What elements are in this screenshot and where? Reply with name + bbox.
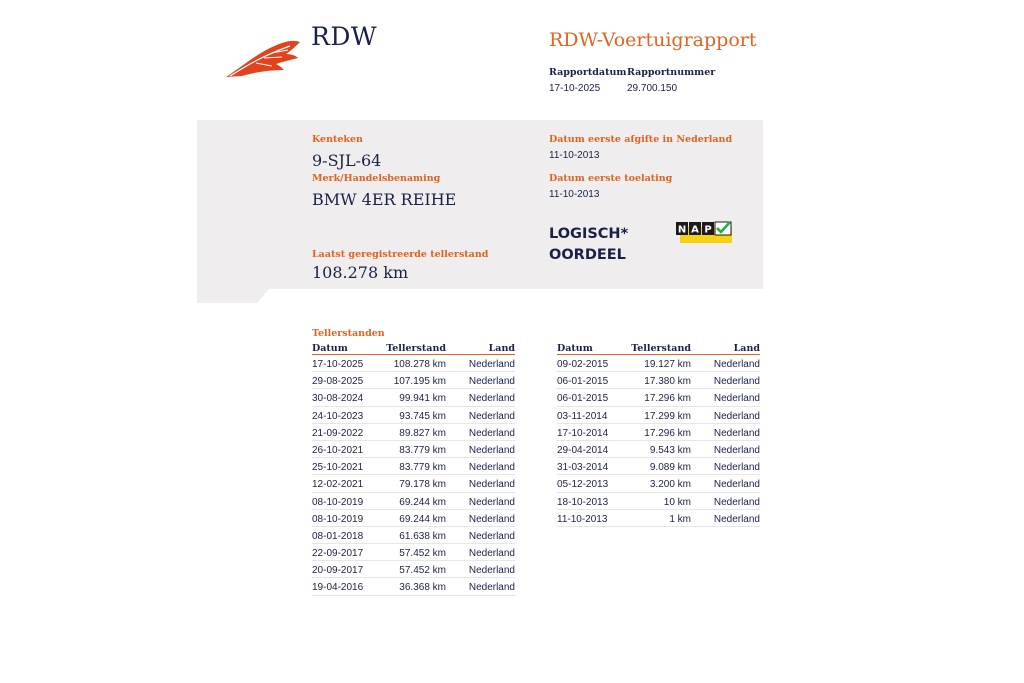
reading-odometer: 17.299 km (644, 410, 691, 422)
table-row (312, 424, 515, 441)
table-header (312, 343, 515, 355)
table-row (557, 458, 760, 475)
verdict-line-2: OORDEEL (549, 247, 626, 263)
reading-country: Nederland (468, 565, 515, 577)
reading-date: 06-01-2015 (557, 376, 609, 388)
col-odometer-header: Tellerstand (631, 343, 691, 354)
reading-odometer: 83.779 km (399, 444, 446, 456)
reading-date: 05-12-2013 (557, 479, 609, 491)
table-row (312, 578, 515, 595)
reading-date: 12-02-2021 (312, 479, 364, 491)
nap-letter-n: N (677, 224, 687, 236)
reading-country: Nederland (468, 548, 515, 560)
reading-odometer: 89.827 km (399, 427, 446, 439)
reading-odometer: 17.296 km (644, 393, 691, 405)
table-row (557, 441, 760, 458)
reading-odometer: 107.195 km (393, 376, 446, 388)
col-odometer-header: Tellerstand (386, 343, 446, 354)
reading-odometer: 3.200 km (649, 479, 691, 491)
reading-odometer: 9.543 km (649, 444, 691, 456)
table-row (312, 407, 515, 424)
report-number (627, 67, 715, 94)
table-row (557, 407, 760, 424)
reading-country: Nederland (468, 376, 515, 388)
reading-date: 29-04-2014 (557, 444, 609, 456)
reading-country: Nederland (468, 496, 515, 508)
reading-date: 30-08-2024 (312, 393, 364, 405)
reading-odometer: 36.368 km (399, 582, 446, 594)
reading-country: Nederland (713, 376, 760, 388)
table-row (312, 510, 515, 527)
plate-label: Kenteken (312, 134, 363, 145)
col-country-header: Land (733, 343, 760, 354)
table-row (312, 389, 515, 406)
report-date (549, 67, 626, 94)
reading-country: Nederland (468, 393, 515, 405)
make-label: Merk/Handelsbenaming (312, 173, 441, 184)
reading-date: 11-10-2013 (557, 513, 608, 525)
report-date-value: 17-10-2025 (549, 83, 601, 94)
reading-country: Nederland (713, 359, 760, 370)
reading-date: 06-01-2015 (557, 393, 609, 405)
reading-date: 08-01-2018 (312, 530, 364, 542)
reading-odometer: 57.452 km (399, 565, 446, 577)
brand-name: RDW (311, 22, 378, 51)
verdict-line-1: LOGISCH* (549, 226, 629, 242)
report-date-label: Rapportdatum (549, 67, 627, 78)
reading-odometer: 57.452 km (399, 548, 446, 560)
rdw-logo-icon (226, 38, 300, 78)
reading-country: Nederland (713, 479, 760, 491)
table-row (557, 424, 760, 441)
reading-odometer: 108.278 km (393, 359, 446, 370)
table-row (557, 510, 760, 527)
reading-date: 18-10-2013 (557, 496, 609, 508)
reading-country: Nederland (713, 496, 760, 508)
reading-date: 20-09-2017 (312, 565, 364, 577)
reading-odometer: 17.296 km (644, 427, 691, 439)
table-row (312, 544, 515, 561)
reading-date: 19-04-2016 (312, 582, 364, 594)
reading-date: 31-03-2014 (557, 462, 609, 474)
reading-odometer: 19.127 km (644, 359, 691, 370)
readings-title: Tellerstanden (312, 328, 385, 339)
reading-country: Nederland (468, 462, 515, 474)
reading-odometer: 10 km (663, 496, 691, 508)
reading-country: Nederland (468, 359, 515, 370)
table-row (557, 389, 760, 406)
reading-odometer: 69.244 km (399, 496, 446, 508)
reading-country: Nederland (468, 582, 515, 594)
reading-country: Nederland (468, 427, 515, 439)
reading-date: 22-09-2017 (312, 548, 364, 560)
reading-odometer: 83.779 km (399, 462, 446, 474)
plate-value: 9-SJL-64 (312, 151, 382, 170)
report-title: RDW-Voertuigrapport (549, 29, 757, 51)
table-row (312, 493, 515, 510)
reading-country: Nederland (713, 444, 760, 456)
table-row (312, 458, 515, 475)
reading-country: Nederland (713, 393, 760, 405)
nap-letter-p: P (704, 224, 712, 236)
col-country-header: Land (488, 343, 515, 354)
reading-country: Nederland (468, 410, 515, 422)
reading-odometer: 1 km (669, 513, 691, 525)
reading-date: 21-09-2022 (312, 427, 364, 439)
verdict (549, 224, 628, 266)
reading-country: Nederland (713, 427, 760, 439)
table-row (557, 493, 760, 510)
reading-date: 24-10-2023 (312, 410, 364, 422)
reading-date: 08-10-2019 (312, 496, 364, 508)
reading-date: 29-08-2025 (312, 376, 364, 388)
nap-logo-icon (676, 221, 734, 243)
table-row (557, 372, 760, 389)
reading-date: 09-02-2015 (557, 359, 609, 370)
table-row (312, 527, 515, 544)
reading-country: Nederland (713, 462, 760, 474)
reading-date: 03-11-2014 (557, 410, 608, 422)
first-nl-label: Datum eerste afgifte in Nederland (549, 134, 733, 145)
odometer-label: Laatst geregistreerde tellerstand (312, 249, 489, 260)
col-date-header: Datum (557, 343, 593, 354)
nap-letter-a: A (691, 224, 699, 236)
make-value: BMW 4ER REIHE (312, 190, 457, 209)
table-row (312, 441, 515, 458)
table-row (312, 355, 515, 372)
panel-background (197, 120, 763, 303)
reading-country: Nederland (468, 479, 515, 491)
reading-odometer: 69.244 km (399, 513, 446, 525)
reading-country: Nederland (713, 513, 760, 525)
first-nl-value: 11-10-2013 (549, 150, 600, 161)
reading-date: 25-10-2021 (312, 462, 364, 474)
vehicle-summary-panel (197, 120, 763, 303)
table-row (312, 372, 515, 389)
report-number-value: 29.700.150 (627, 83, 678, 94)
reading-date: 26-10-2021 (312, 444, 364, 456)
table-row (557, 475, 760, 492)
reading-odometer: 17.380 km (644, 376, 691, 388)
reading-odometer: 99.941 km (399, 393, 446, 405)
reading-date: 17-10-2014 (557, 427, 609, 439)
reading-odometer: 61.638 km (399, 530, 446, 542)
col-date-header: Datum (312, 343, 348, 354)
reading-odometer: 9.089 km (649, 462, 691, 474)
table-row (312, 475, 515, 492)
odometer-value: 108.278 km (312, 263, 409, 282)
table-header (557, 343, 760, 355)
reading-country: Nederland (468, 530, 515, 542)
readings-table-right (557, 343, 760, 527)
table-row (557, 355, 760, 372)
reading-odometer: 79.178 km (399, 479, 446, 491)
reading-country: Nederland (468, 513, 515, 525)
reading-date: 08-10-2019 (312, 513, 364, 525)
readings-table-left (312, 343, 515, 596)
reading-country: Nederland (468, 444, 515, 456)
first-admission-value: 11-10-2013 (549, 189, 600, 200)
reading-date: 17-10-2025 (312, 359, 364, 370)
first-admission-label: Datum eerste toelating (549, 173, 673, 184)
reading-country: Nederland (713, 410, 760, 422)
reading-odometer: 93.745 km (399, 410, 446, 422)
table-row (312, 561, 515, 578)
report-number-label: Rapportnummer (627, 67, 716, 78)
